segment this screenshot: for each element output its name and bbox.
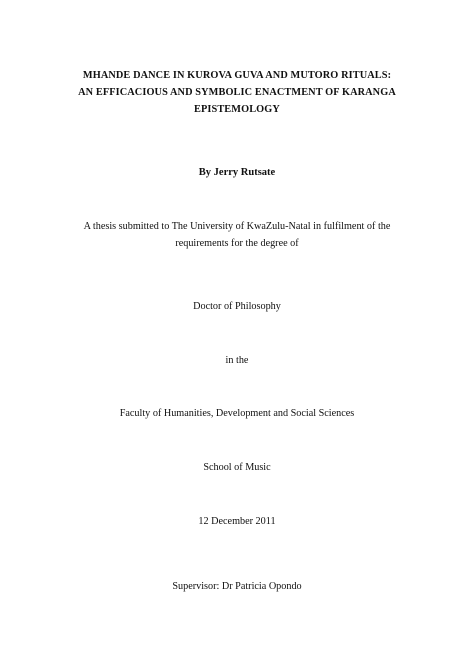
faculty-name: Faculty of Humanities, Development and Social Sciences xyxy=(119,408,355,419)
author-line: By Jerry Rutsate xyxy=(198,167,276,178)
thesis-title-line-2: AN EFFICACIOUS AND SYMBOLIC ENACTMENT OF KARANGA xyxy=(78,87,396,98)
thesis-title-line-1: MHANDE DANCE IN KUROVA GUVA AND MUTORO RITUALS: xyxy=(82,70,392,81)
submission-statement-line-2: requirements for the degree of xyxy=(175,238,299,249)
school-name: School of Music xyxy=(203,462,271,473)
in-the-text: in the xyxy=(225,355,249,366)
submission-date: 12 December 2011 xyxy=(198,516,276,527)
supervisor-line: Supervisor: Dr Patricia Opondo xyxy=(172,581,302,592)
submission-statement-line-1: A thesis submitted to The University of KwaZulu-Natal in fulfilment of the xyxy=(83,221,391,232)
thesis-title-line-3: EPISTEMOLOGY xyxy=(194,104,280,115)
degree-name: Doctor of Philosophy xyxy=(193,301,281,312)
